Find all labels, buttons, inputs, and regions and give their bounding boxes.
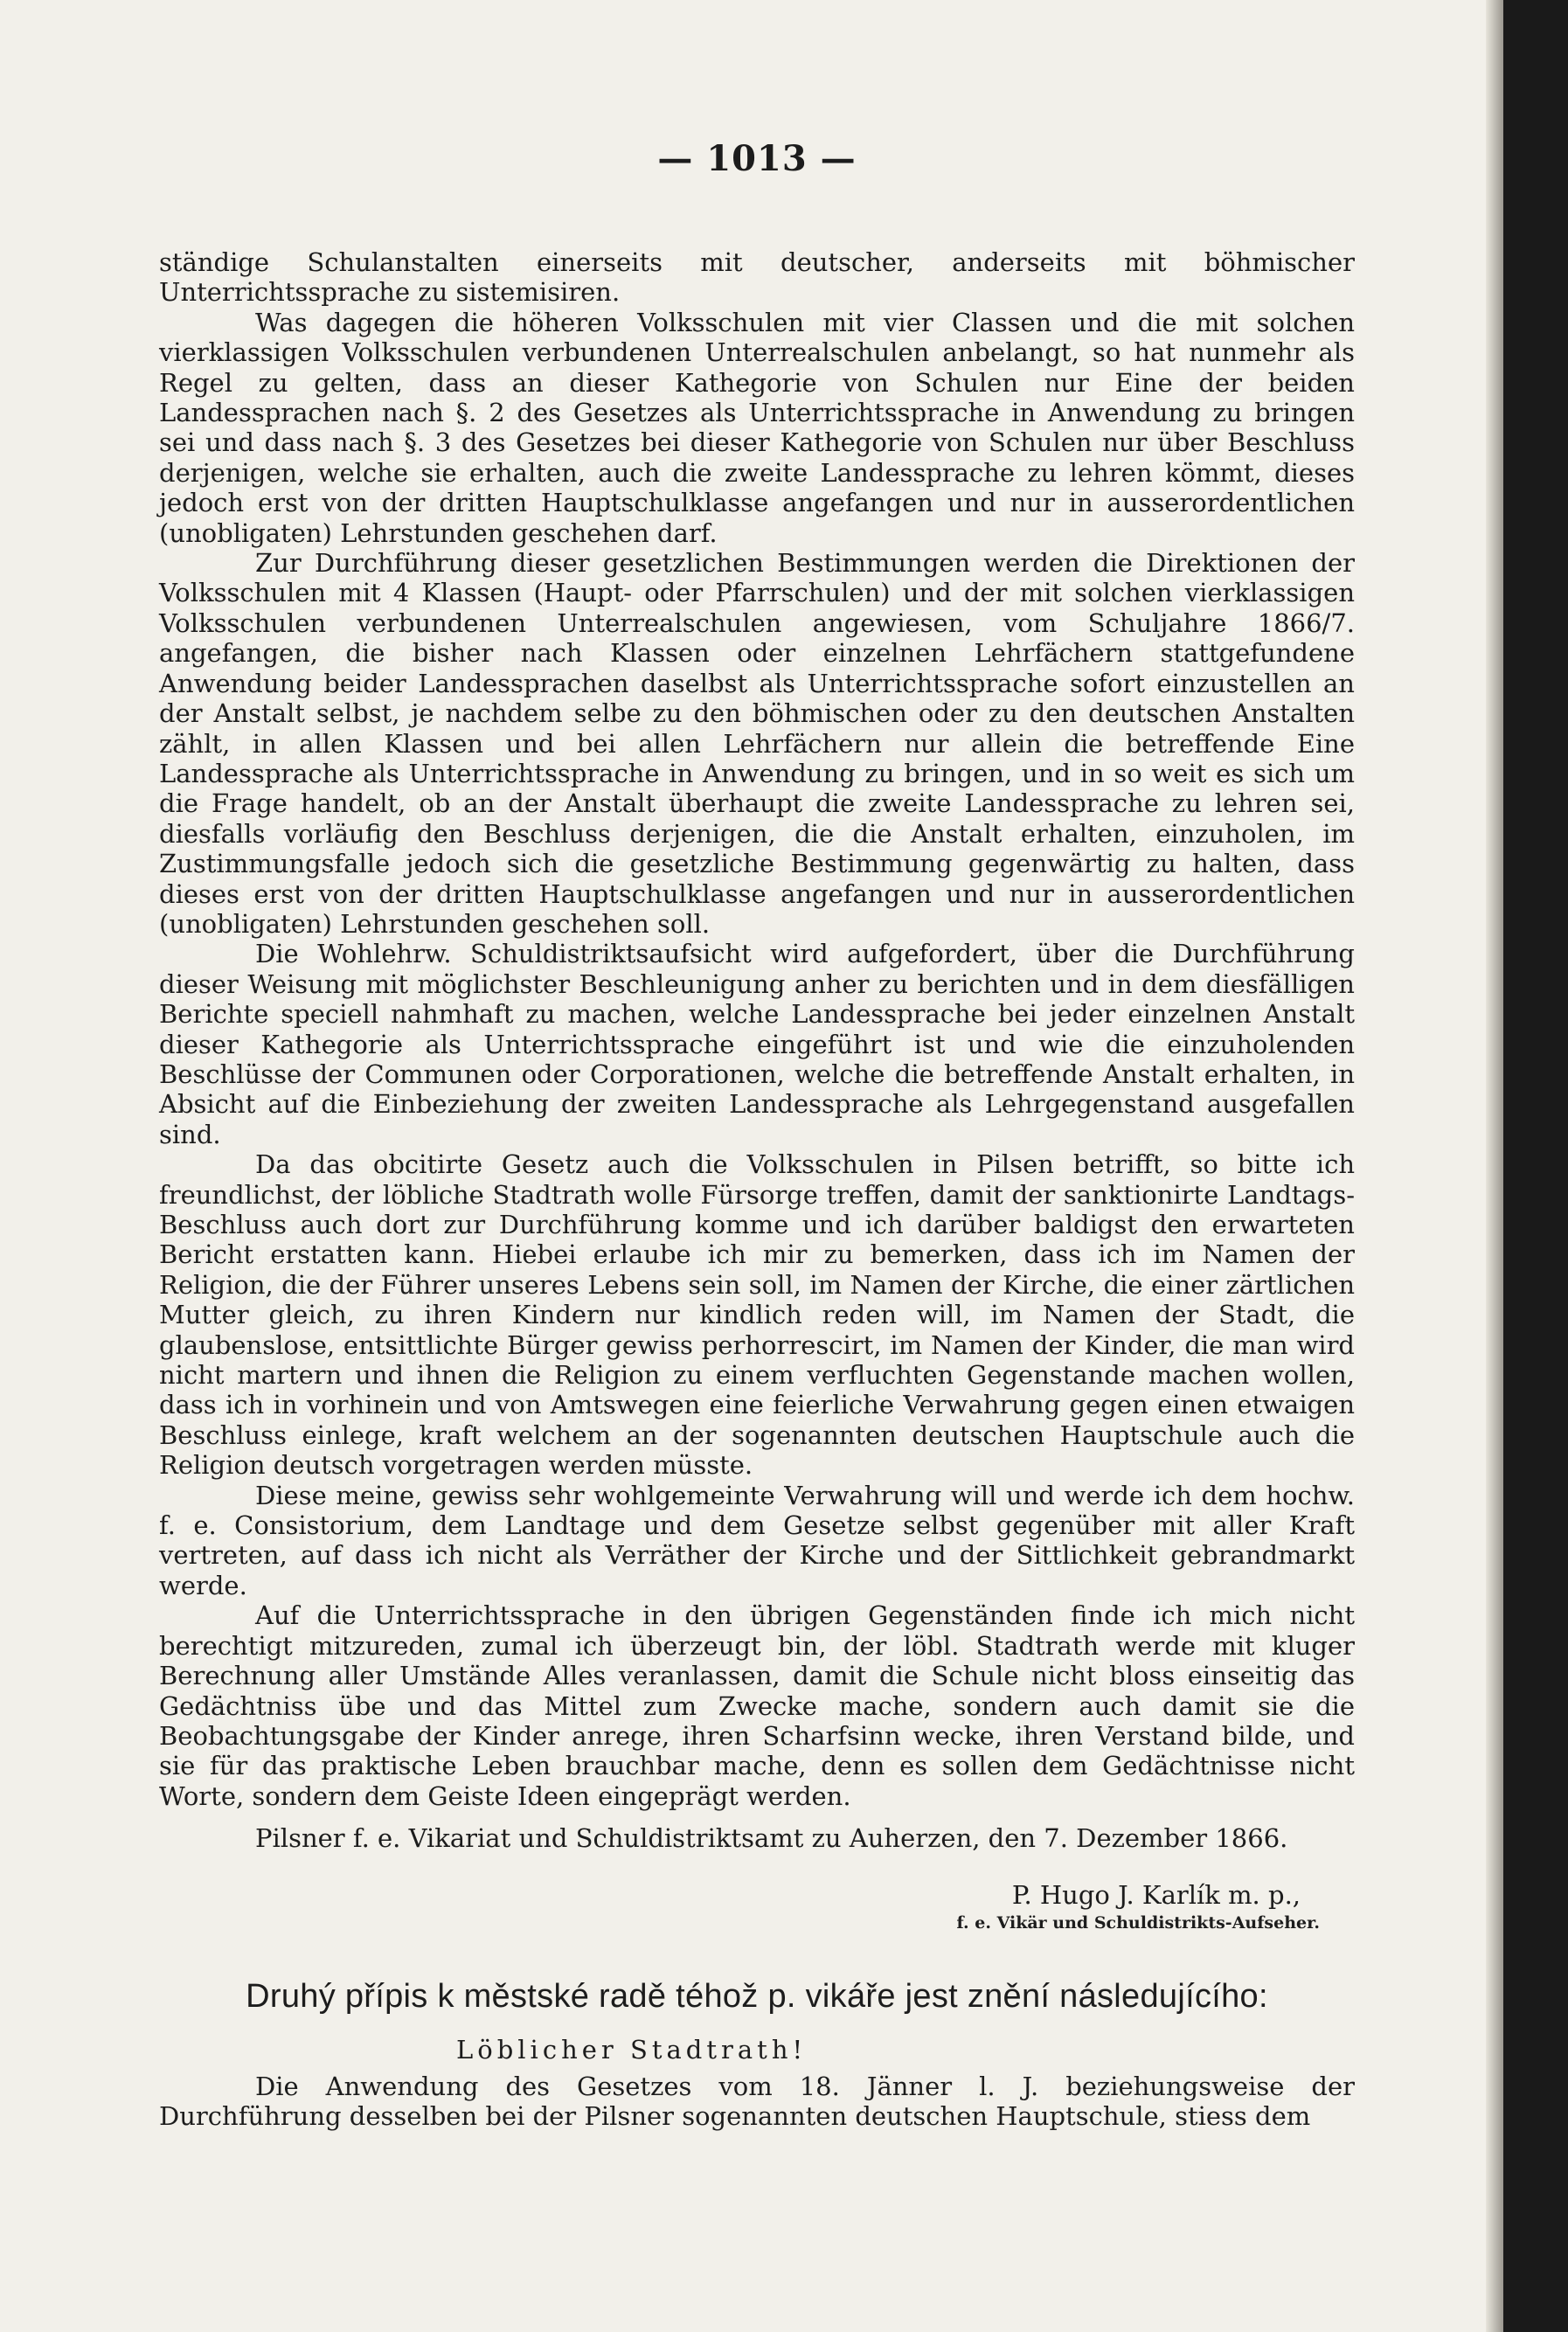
paragraph-7: Auf die Unterrichtssprache in den übrigen Gegenständen finde ich mich nicht berechtigt mitzureden, zumal ich überzeugt bin, der löbl. Stadtrath werde mit kluger Berechnung aller Umstände Alles veranlassen, damit die Schule nicht bloss einseitig das Gedächtniss übe und das Mittel zum Zwecke mache, sondern auch damit sie die Beobachtungsgabe der Kinder anrege, ihren Scharfsinn wecke, ihren Verstand bilde, und sie für das praktische Leben brauchbar mache, denn es sollen dem Gedächtnisse nicht Worte, sondern dem Geiste Ideen eingeprägt werden. <box>159 1600 1355 1811</box>
section-heading: Druhý přípis k městské radě téhož p. vikáře jest znění následujícího: <box>246 1977 1268 2015</box>
signature-title: f. e. Vikär und Schuldistrikts-Aufseher. <box>956 1912 1320 1933</box>
scan-edge-shadow <box>1486 0 1503 2332</box>
salutation: Löblicher Stadtrath! <box>456 2034 808 2065</box>
paragraph-6: Diese meine, gewiss sehr wohlgemeinte Verwahrung will und werde ich dem hochw. f. e. Consistorium, dem Landtage und dem Gesetze selbst gegenüber mit aller Kraft vertreten, auf dass ich nicht als Verräther der Kirche und der Sittlichkeit gebrandmarkt werde. <box>159 1480 1355 1600</box>
paragraph-5: Da das obcitirte Gesetz auch die Volksschulen in Pilsen betrifft, so bitte ich freundlichst, der löbliche Stadtrath wolle Fürsorge treffen, damit der sanktionirte Landtags-Beschluss auch dort zur Durchführung komme und ich darüber baldigst den erwarteten Bericht erstatten kann. Hiebei erlaube ich mir zu bemerken, dass ich im Namen der Religion, die der Führer unseres Lebens sein soll, im Namen der Kirche, die einer zärtlichen Mutter gleich, zu ihren Kindern nur kindlich reden will, im Namen der Stadt, die glaubenslose, entsittlichte Bürger gewiss perhorrescirt, im Namen der Kinder, die man wird nicht martern und ihnen die Religion zu einem verfluchten Gegenstande machen wollen, dass ich in vorhinein und von Amtswegen eine feierliche Verwahrung gegen einen etwaigen Beschluss einlege, kraft welchem an der sogenannten deutschen Hauptschule auch die Religion deutsch vorgetragen werden müsste. <box>159 1149 1355 1481</box>
paragraph-3: Zur Durchführung dieser gesetzlichen Bestimmungen werden die Direktionen der Volksschulen mit 4 Klassen (Haupt- oder Pfarrschulen) und der mit solchen vierklassigen Volksschulen verbundenen Unterrealschulen angewiesen, vom Schuljahre 1866/7. angefangen, die bisher nach Klassen oder einzelnen Lehrfächern stattgefundene Anwendung beider Landessprachen daselbst als Unterrichtssprache sofort einzustellen an der Anstalt selbst, je nachdem selbe zu den böhmischen oder zu den deutschen Anstalten zählt, in allen Klassen und bei allen Lehrfächern nur allein die betreffende Eine Landessprache als Unterrichtssprache in Anwendung zu bringen, und in so weit es sich um die Frage handelt, ob an der Anstalt überhaupt die zweite Landessprache zu lehren sei, diesfalls vorläufig den Beschluss derjenigen, die die Anstalt erhalten, einzuholen, im Zustimmungsfalle jedoch sich die gesetzliche Bestimmung gegenwärtig zu halten, dass dieses erst von der dritten Hauptschulklasse angefangen und nur in ausserordentlichen (unobligaten) Lehrstunden geschehen soll. <box>159 548 1355 939</box>
signature-name: P. Hugo J. Karlík m. p., <box>1011 1879 1301 1910</box>
page-number: — 1013 — <box>657 138 857 179</box>
paragraph-1: ständige Schulanstalten einerseits mit deutscher, anderseits mit böhmischer Unterrichtssprache zu sistemisiren. <box>159 247 1355 308</box>
paragraph-2: Was dagegen die höheren Volksschulen mit vier Classen und die mit solchen vierklassigen Volksschulen verbundenen Unterrealschulen anbelangt, so hat nunmehr als Regel zu gelten, dass an dieser Kathegorie von Schulen nur Eine der beiden Landessprachen nach §. 2 des Gesetzes als Unterrichtssprache in Anwendung zu bringen sei und dass nach §. 3 des Gesetzes bei dieser Kathegorie von Schulen nur über Beschluss derjenigen, welche sie erhalten, auch die zweite Landessprache zu lehren kömmt, dieses jedoch erst von der dritten Hauptschulklasse angefangen und nur in ausserordentlichen (unobligaten) Lehrstunden geschehen darf. <box>159 307 1355 548</box>
paragraph-4: Die Wohlehrw. Schuldistriktsaufsicht wird aufgefordert, über die Durchführung dieser Weisung mit möglichster Beschleunigung anher zu berichten und in dem diesfälligen Berichte speciell nahmhaft zu machen, welche Landessprache bei jeder einzelnen Anstalt dieser Kathegorie als Unterrichtssprache eingeführt ist und wie die einzuholenden Beschlüsse der Communen oder Corporationen, welche die betreffende Anstalt erhalten, in Absicht auf die Einbeziehung der zweiten Landessprache als Lehrgegenstand ausgefallen sind. <box>159 939 1355 1149</box>
closing-line: Pilsner f. e. Vikariat und Schuldistriktsamt zu Auherzen, den 7. Dezember 1866. <box>255 1823 1288 1854</box>
final-paragraph: Die Anwendung des Gesetzes vom 18. Jänner l. J. beziehungsweise der Durchführung desselben bei der Pilsner sogenannten deutschen Hauptschule, stiess dem <box>159 2071 1355 2131</box>
